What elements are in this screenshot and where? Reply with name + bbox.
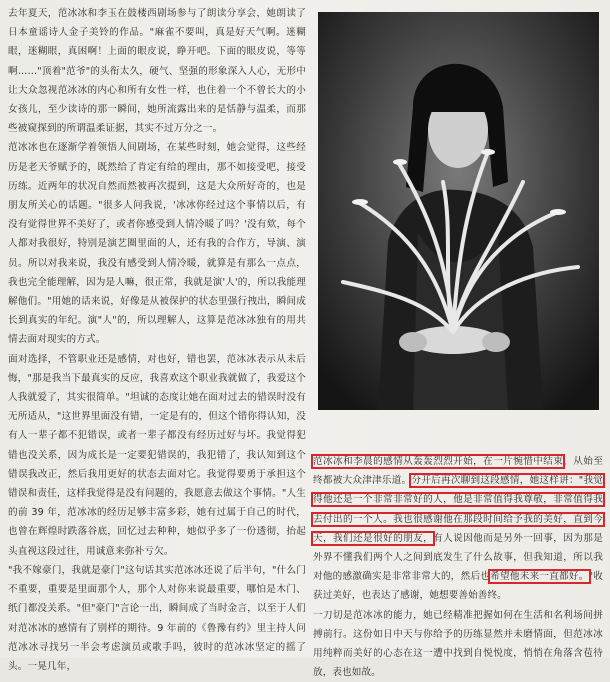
text-run: "收获过美好，也表达了感谢，她想要善始善终。 bbox=[313, 571, 603, 602]
right-article-column bbox=[313, 452, 603, 682]
left-article-column bbox=[8, 4, 306, 676]
portrait-photo bbox=[318, 12, 599, 410]
paragraph-1: 去年夏天，范冰冰和李玉在鼓楼西剧场参与了朗读分享会，她朗读了日本童谣诗人金子美铃的作品。"麻雀不要叫，真是好天气啊。迷糊眼，迷糊眼，真困啊！上面的眼皮说，睁开吧。下面的眼皮说，等等啊……"顶着"范爷"的头衔太久，硬气、坚强的形象深入人心，无形中让大众忽视范冰冰的内心和所有女性一样，也住着一个不曾长大的小女孩儿，至少读诗的那一瞬间，她所流露出来的是恬静与温柔，而那些被窥探到的所谓温柔证据，其实不过万分之一。 bbox=[8, 8, 306, 135]
highlighted-paragraph bbox=[313, 452, 603, 606]
highlight-box-1: 范冰冰和李晨的感情从轰轰烈烈开始，在一片惋惜中结束 bbox=[313, 456, 564, 467]
paragraph-4: "我不嫁豪门，我就是豪门"这句话其实范冰冰还说了后半句，"什么门不重要，重要是里面那个人，那个人对你来说最重要，哪怕是木门、纸门都没关系。"但"豪门"言论一出，瞬间成了当时金言，以至于人们对范冰冰的感情有了别样的期待。9 年前的《鲁豫有约》里主持人问范冰冰寻找另一半会考虑演员或歌手吗，彼时的范冰冰坚定的摇了头。一晃几年， bbox=[8, 564, 306, 672]
paragraph-3: 面对选择，不管职业还是感情，对也好，错也罢，范冰冰表示从未后悔，"那是我当下最真实的反应，我喜欢这个职业我就做了，我爱这个人我就爱了，其实很简单。"坦诚的态度让她在面对过去的错误时没有无所适从，"这世界里面没有错，一定是有的，但这个错你得认知，没有人一辈子都不犯错误，或者一辈子都没有经历过好与坏。我觉得犯错也没关系，因为成长是一定要犯错误的，我犯错了，我认知到这个错误我改正，然后我用更好的状态去面对它。我觉得要勇于承担这个错误和责任，这样我觉得是没有问题的，我愿意去做这个事情。"人生的前 39 年，范冰冰的经历足够丰富多彩，她有过属于自己的时代，也曾在辉煌时跌落谷底，回忆过去种种，她似乎多了一份透彻，抬起头直视这段过往，用诚意来弥补亏欠。 bbox=[8, 353, 306, 557]
portrait-illustration bbox=[318, 12, 599, 410]
highlight-box-3: 希望他未来一直都好。 bbox=[490, 571, 589, 583]
highlight-box-2: 分开后再次聊到这段感情，她这样讲："我觉得他还是一个非常非常好的人，他是非常值得我尊敬，非常值得我去付出的一个人。我也很感谢他在那段时间给予我的美好，直到今天，我们还是很好的朋友， bbox=[313, 475, 604, 544]
text-run: 有人说因他而是另外一回事，因为那是外界不懂我们两个人之间到底发生了什么故事，但我知道，所以我对他的感激确实是非常非常大的，然后也 bbox=[313, 532, 604, 583]
text-run: ，从始至终都被大众津津乐道。 bbox=[313, 456, 604, 487]
closing-paragraph: 一刀切是范冰冰的能力，她已经精准把握如何在生活和名利场间拼搏前行。这份如日中天与你给予的历练显然并未磨情面，但范冰冰用纯粹而美好的心态在这一遭中找到自悦悦度，悄悄在角落含苞待放，表也如故。 bbox=[313, 609, 603, 679]
paragraph-2: 范冰冰也在逐渐学着领悟人间剧场，在某些时刻，她会觉得，这些经历是老天爷赋予的，既然给了肯定有给的理由，那不如接受吧，接受历练。近两年的状况自然而然被再次提到，这是大众所好奇的，也是朋友所关心的话题。"很多人问我说，'冰冰你经过这个事情以后，有没有觉得世界不美好了，或者你感受到人情冷暖了吗？'没有欸，每个人都对我很好，特别是演艺圈里面的人，还有我的合作方，导演、演员。所以对我来说，我没有感受到人情冷暖，就算是有那么一点点，我也完全能理解，因为是人嘛，很正常，我就是演'人'的，所以我能理解他们。"用她的话来说，好像是从被保护的状态里强行拽出，瞬间成长到真实的年纪。演"人"的，所以理解人，这算是范冰冰独有的用共情去面对现实的方式。 bbox=[8, 142, 306, 346]
